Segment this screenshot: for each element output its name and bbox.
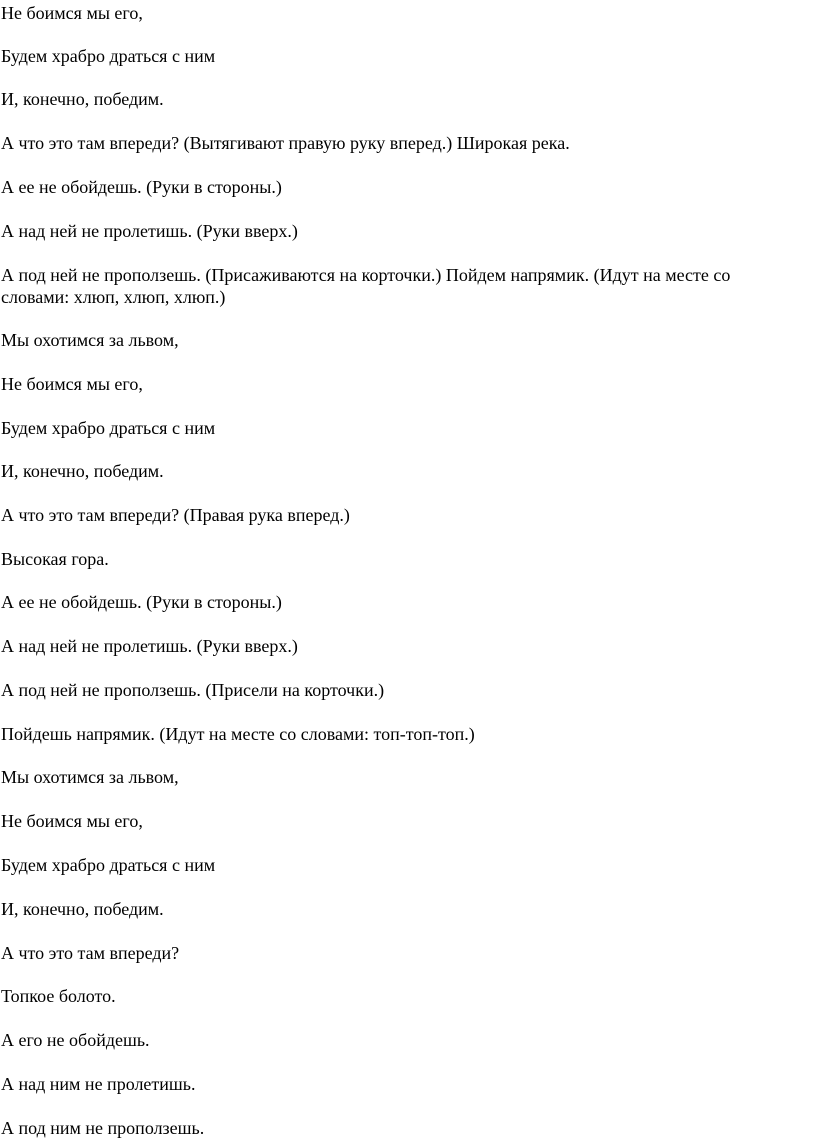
paragraph-7: А под ней не проползешь. (Присаживаются на корточки.) Пойдем напрямик. (Идут на месте со словами: хлюп, хлюп, хлюп.) [1, 265, 731, 307]
paragraph-25: А над ним не пролетишь. [1, 1074, 196, 1094]
paragraph-5: А ее не обойдешь. (Руки в стороны.) [1, 177, 282, 197]
paragraph-26: А под ним не проползешь. [1, 1118, 205, 1138]
paragraph-23: Топкое болото. [1, 986, 116, 1006]
paragraph-16: А под ней не проползешь. (Присели на корточки.) [1, 680, 385, 700]
paragraph-19: Не боимся мы его, [1, 811, 143, 831]
paragraph-3: И, конечно, победим. [1, 89, 164, 109]
paragraph-2: Будем храбро драться с ним [1, 46, 216, 66]
paragraph-18: Мы охотимся за львом, [1, 767, 179, 787]
paragraph-11: И, конечно, победим. [1, 461, 164, 481]
paragraph-9: Не боимся мы его, [1, 374, 143, 394]
paragraph-21: И, конечно, победим. [1, 899, 164, 919]
paragraph-4: А что это там впереди? (Вытягивают правую руку вперед.) Широкая река. [1, 133, 570, 153]
paragraph-14: А ее не обойдешь. (Руки в стороны.) [1, 592, 282, 612]
paragraph-20: Будем храбро драться с ним [1, 855, 216, 875]
paragraph-8: Мы охотимся за львом, [1, 330, 179, 350]
paragraph-1: Не боимся мы его, [1, 3, 143, 23]
paragraph-22: А что это там впереди? [1, 943, 180, 963]
paragraph-15: А над ней не пролетишь. (Руки вверх.) [1, 636, 298, 656]
paragraph-6: А над ней не пролетишь. (Руки вверх.) [1, 221, 298, 241]
paragraph-17: Пойдешь напрямик. (Идут на месте со словами: топ-топ-топ.) [1, 724, 475, 744]
paragraph-12: А что это там впереди? (Правая рука вперед.) [1, 505, 350, 525]
paragraph-24: А его не обойдешь. [1, 1030, 150, 1050]
paragraph-10: Будем храбро драться с ним [1, 418, 216, 438]
paragraph-13: Высокая гора. [1, 549, 109, 569]
